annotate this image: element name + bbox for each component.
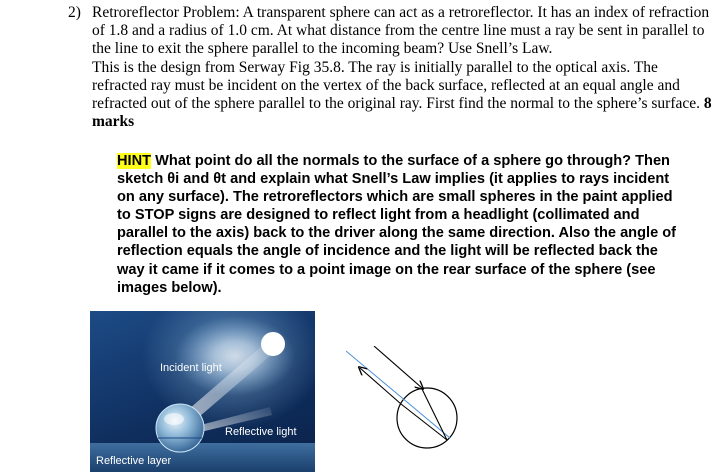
marks-label: 8 marks	[92, 95, 712, 131]
exit-ray-arrow	[360, 368, 401, 404]
problem-statement: Retroreflector Problem: A transparent sphere can act as a retroreflector. It has an index of refraction of 1.8 and a radius of 1.0 cm. At what distance from the centre line must a ray be sent in parallel to the line to exit the sphere parallel to the incoming beam? Use Snell’s Law.	[92, 4, 710, 58]
retroreflector-photo	[90, 311, 315, 472]
problem-design	[92, 59, 712, 132]
sphere-outline	[397, 388, 457, 448]
refracted-ray	[422, 389, 447, 440]
hint-text: What point do all the normals to the surface of a sphere go through? Then sketch θi and θt and explain what Snell’s Law implies (it applies to rays incident on any surface). The retroreflectors which are small spheres in the paint applied to STOP signs are designed to reflect light from a headlight (collimated and parallel to the axis) back to the driver along the same direction. Also the angle of reflection equals the angle of incidence and the light will be reflected back the way it came if it comes to a point image on the rear surface of the sphere (see images below).	[117, 153, 677, 296]
problem-number: 2)	[68, 4, 81, 21]
design-text: This is the design from Serway Fig 35.8. The ray is initially parallel to the optical axis. The refracted ray must be incident on the vertex of the back surface, reflected at an equal angle and refracted out of the sphere parallel to the original ray. First find the normal to the sphere’s surface.	[92, 58, 701, 113]
reflected-ray	[401, 404, 447, 440]
photo-illustration	[90, 311, 315, 472]
retroreflector-diagram	[346, 346, 476, 466]
hint-paragraph	[117, 152, 677, 297]
problem-text	[68, 4, 712, 131]
hint-tag: HINT	[117, 153, 152, 169]
reflective-layer-label: Reflective layer	[96, 455, 172, 467]
incident-light-label: Incident light	[160, 362, 222, 374]
sphere-highlight	[164, 413, 184, 425]
reflective-light-label: Reflective light	[225, 426, 297, 438]
glass-sphere	[156, 404, 204, 452]
incident-ray-arrow	[374, 346, 422, 388]
